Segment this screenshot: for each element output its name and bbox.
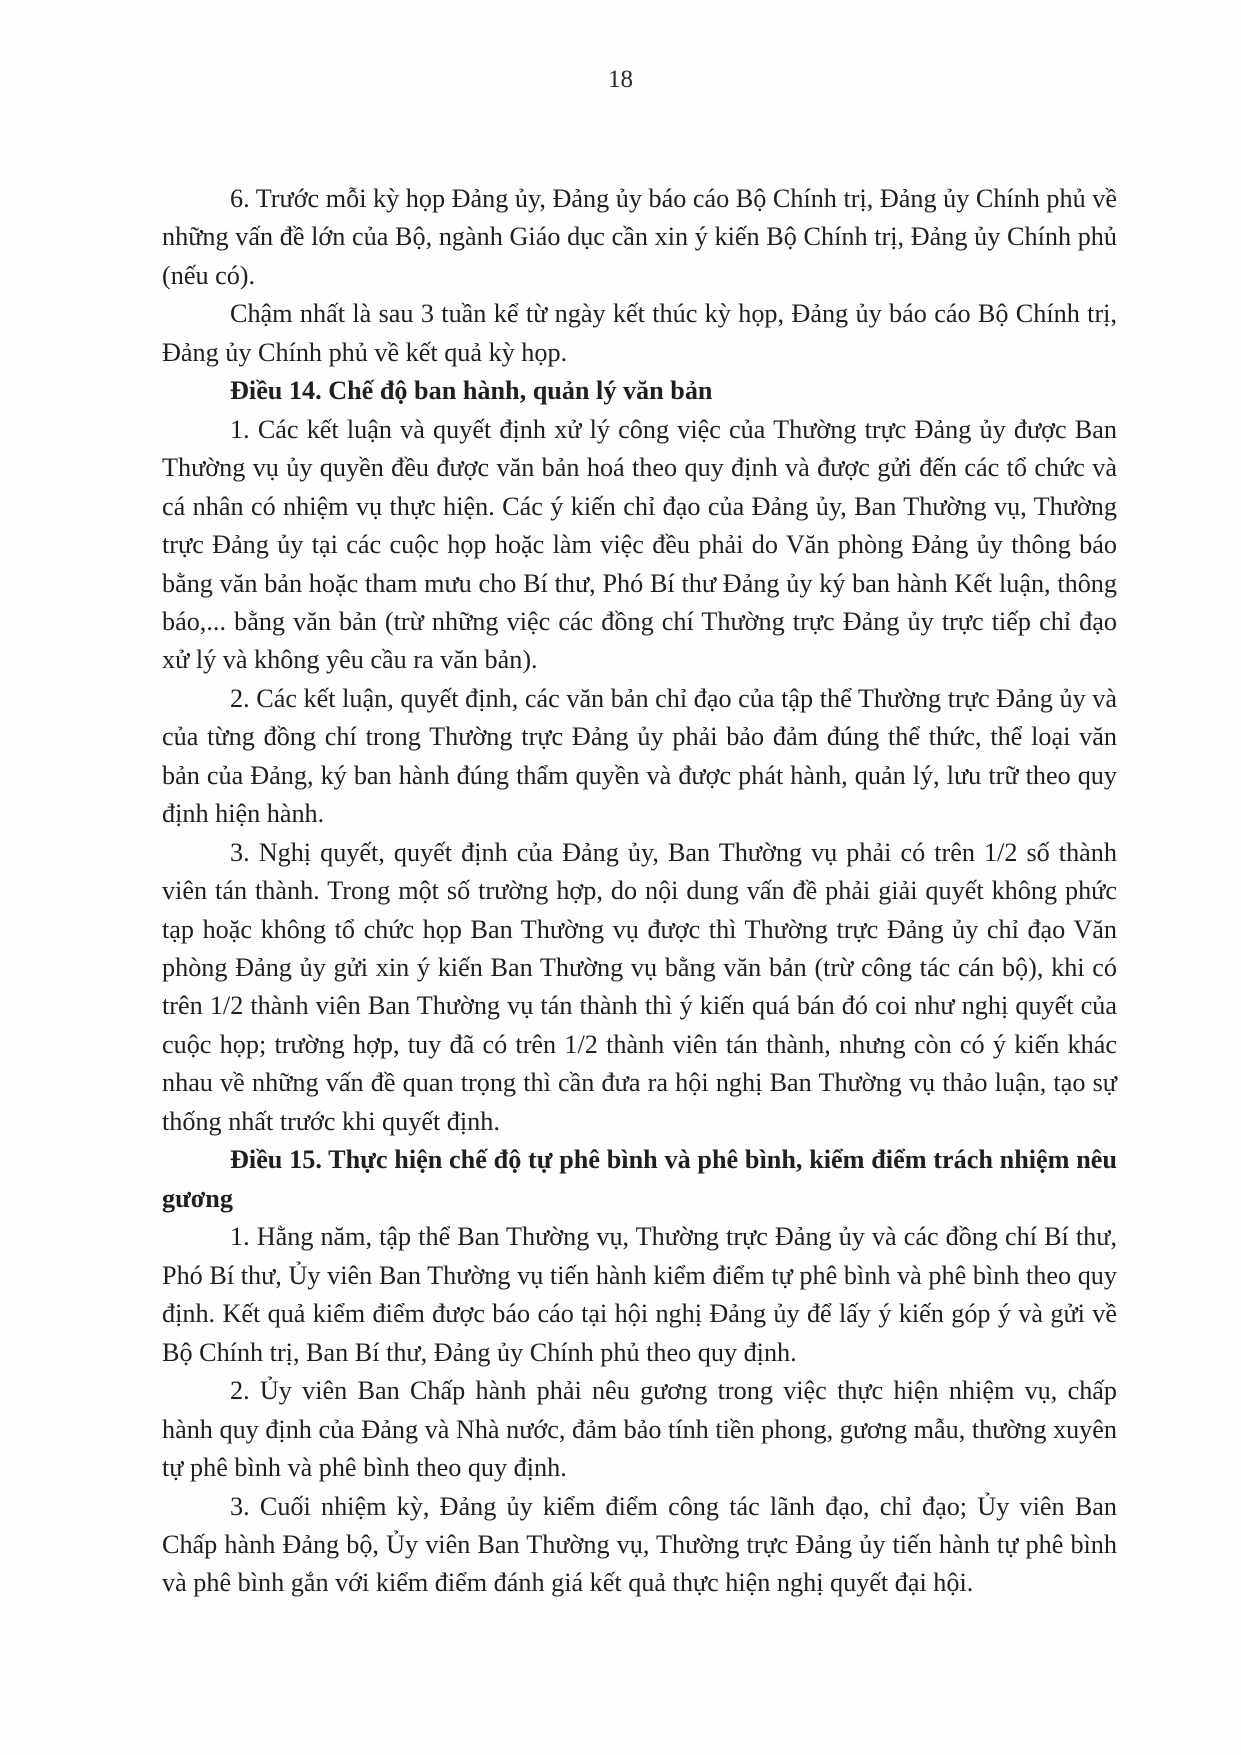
paragraph: 3. Nghị quyết, quyết định của Đảng ủy, Ban Thường vụ phải có trên 1/2 số thành viên tán thành. Trong một số trường hợp, do nội dung vấn đề phải giải quyết không phức tạp hoặc không tổ chức họp Ban Thường vụ được thì Thường trực Đảng ủy chỉ đạo Văn phòng Đảng ủy gửi xin ý kiến Ban Thường vụ bằng văn bản (trừ công tác cán bộ), khi có trên 1/2 thành viên Ban Thường vụ tán thành thì ý kiến quá bán đó coi như nghị quyết của cuộc họp; trường hợp, tuy đã có trên 1/2 thành viên tán thành, nhưng còn có ý kiến khác nhau về những vấn đề quan trọng thì cần đưa ra hội nghị Ban Thường vụ thảo luận, tạo sự thống nhất trước khi quyết định. <box>162 837 1117 1136</box>
paragraph: 2. Ủy viên Ban Chấp hành phải nêu gương trong việc thực hiện nhiệm vụ, chấp hành quy định của Đảng và Nhà nước, đảm bảo tính tiền phong, gương mẫu, thường xuyên tự phê bình và phê bình theo quy định. <box>162 1376 1117 1482</box>
article-heading: Điều 14. Chế độ ban hành, quản lý văn bản <box>230 376 713 406</box>
paragraph: 6. Trước mỗi kỳ họp Đảng ủy, Đảng ủy báo cáo Bộ Chính trị, Đảng ủy Chính phủ về những vấn đề lớn của Bộ, ngành Giáo dục cần xin ý kiến Bộ Chính trị, Đảng ủy Chính phủ (nếu có). <box>162 184 1117 290</box>
paragraph: 1. Hằng năm, tập thể Ban Thường vụ, Thường trực Đảng ủy và các đồng chí Bí thư, Phó Bí thư, Ủy viên Ban Thường vụ tiến hành kiểm điểm tự phê bình và phê bình theo quy định. Kết quả kiểm điểm được báo cáo tại hội nghị Đảng ủy để lấy ý kiến góp ý và gửi về Bộ Chính trị, Ban Bí thư, Đảng ủy Chính phủ theo quy định. <box>162 1222 1117 1367</box>
article-heading: Điều 15. Thực hiện chế độ tự phê bình và phê bình, kiểm điểm trách nhiệm nêu gương <box>162 1145 1117 1213</box>
page-number: 18 <box>608 66 633 93</box>
paragraph: 1. Các kết luận và quyết định xử lý công việc của Thường trực Đảng ủy được Ban Thường vụ ủy quyền đều được văn bản hoá theo quy định và được gửi đến các tổ chức và cá nhân có nhiệm vụ thực hiện. Các ý kiến chỉ đạo của Đảng ủy, Ban Thường vụ, Thường trực Đảng ủy tại các cuộc họp hoặc làm việc đều phải do Văn phòng Đảng ủy thông báo bằng văn bản hoặc tham mưu cho Bí thư, Phó Bí thư Đảng ủy ký ban hành Kết luận, thông báo,... bằng văn bản (trừ những việc các đồng chí Thường trực Đảng ủy trực tiếp chỉ đạo xử lý và không yêu cầu ra văn bản). <box>162 415 1117 675</box>
paragraph: Chậm nhất là sau 3 tuần kể từ ngày kết thúc kỳ họp, Đảng ủy báo cáo Bộ Chính trị, Đảng ủy Chính phủ về kết quả kỳ họp. <box>162 299 1117 367</box>
paragraph: 3. Cuối nhiệm kỳ, Đảng ủy kiểm điểm công tác lãnh đạo, chỉ đạo; Ủy viên Ban Chấp hành Đảng bộ, Ủy viên Ban Thường vụ, Thường trực Đảng ủy tiến hành tự phê bình và phê bình gắn với kiểm điểm đánh giá kết quả thực hiện nghị quyết đại hội. <box>162 1491 1117 1598</box>
paragraph: 2. Các kết luận, quyết định, các văn bản chỉ đạo của tập thể Thường trực Đảng ủy và của từng đồng chí trong Thường trực Đảng ủy phải bảo đảm đúng thể thức, thể loại văn bản của Đảng, ký ban hành đúng thẩm quyền và được phát hành, quản lý, lưu trữ theo quy định hiện hành. <box>162 684 1117 829</box>
document-body <box>162 180 1117 1603</box>
